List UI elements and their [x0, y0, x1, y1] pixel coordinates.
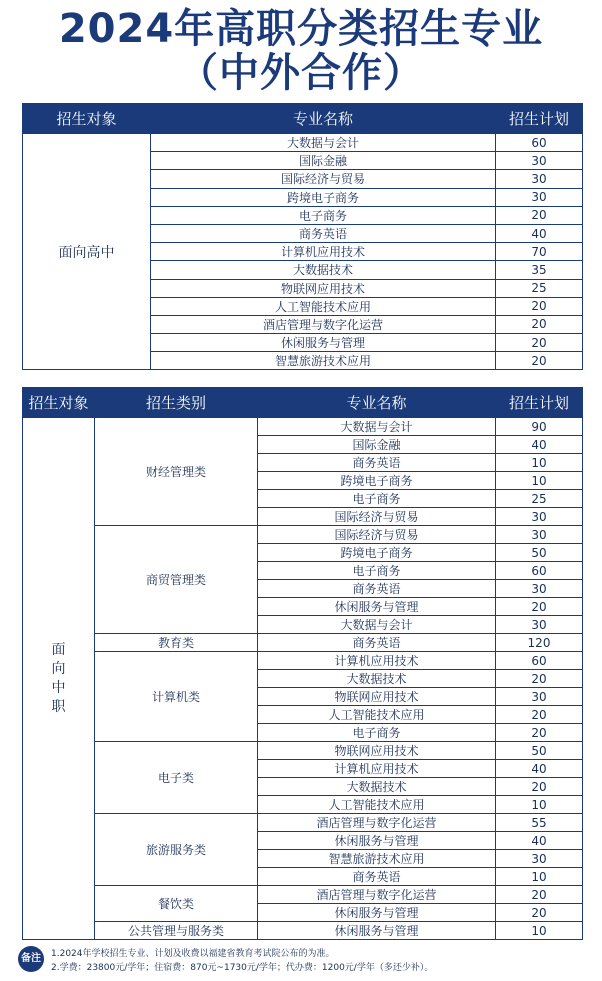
major-cell: 人工智能技术应用	[151, 297, 496, 315]
major-cell: 大数据与会计	[151, 134, 496, 152]
major-cell: 休闲服务与管理	[258, 832, 496, 850]
category-cell: 计算机类	[95, 652, 258, 742]
major-cell: 电子商务	[258, 724, 496, 742]
plan-cell: 20	[496, 670, 583, 688]
major-cell: 大数据技术	[151, 261, 496, 279]
category-cell: 餐饮类	[95, 886, 258, 922]
table-row	[23, 886, 583, 904]
plan-cell: 120	[496, 634, 583, 652]
plan-cell: 40	[496, 832, 583, 850]
plan-cell: 60	[496, 134, 583, 152]
major-cell: 国际金融	[151, 152, 496, 170]
major-cell: 人工智能技术应用	[258, 706, 496, 724]
plan-cell: 20	[496, 904, 583, 922]
plan-cell: 30	[496, 188, 583, 206]
plan-cell: 30	[496, 152, 583, 170]
header-plan: 招生计划	[496, 104, 583, 134]
plan-cell: 55	[496, 814, 583, 832]
major-cell: 商务英语	[258, 868, 496, 886]
plan-cell: 60	[496, 562, 583, 580]
plan-cell: 20	[496, 315, 583, 333]
major-cell: 人工智能技术应用	[258, 796, 496, 814]
major-cell: 智慧旅游技术应用	[258, 850, 496, 868]
major-cell: 跨境电子商务	[151, 188, 496, 206]
category-cell: 商贸管理类	[95, 526, 258, 634]
plan-cell: 10	[496, 922, 583, 940]
major-cell: 计算机应用技术	[258, 760, 496, 778]
high-school-table	[22, 103, 583, 370]
major-cell: 智慧旅游技术应用	[151, 352, 496, 370]
major-cell: 电子商务	[258, 490, 496, 508]
major-cell: 电子商务	[151, 206, 496, 224]
plan-cell: 20	[496, 778, 583, 796]
plan-cell: 20	[496, 297, 583, 315]
plan-cell: 30	[496, 616, 583, 634]
plan-cell: 10	[496, 472, 583, 490]
table-row	[23, 814, 583, 832]
plan-cell: 40	[496, 224, 583, 242]
major-cell: 国际金融	[258, 436, 496, 454]
major-cell: 休闲服务与管理	[258, 598, 496, 616]
header-major: 专业名称	[258, 388, 496, 418]
plan-cell: 60	[496, 652, 583, 670]
target-cell: 面向高中	[23, 134, 151, 370]
category-cell: 电子类	[95, 742, 258, 814]
plan-cell: 10	[496, 454, 583, 472]
header-category: 招生类别	[95, 388, 258, 418]
major-cell: 酒店管理与数字化运营	[151, 315, 496, 333]
major-cell: 商务英语	[258, 580, 496, 598]
target-cell: 面 向 中 职	[23, 418, 95, 940]
major-cell: 休闲服务与管理	[258, 904, 496, 922]
major-cell: 休闲服务与管理	[258, 922, 496, 940]
table-row	[23, 418, 583, 436]
plan-cell: 30	[496, 580, 583, 598]
table-row	[23, 134, 583, 152]
major-cell: 物联网应用技术	[151, 279, 496, 297]
plan-cell: 20	[496, 334, 583, 352]
major-cell: 计算机应用技术	[151, 243, 496, 261]
header-row	[23, 388, 583, 418]
plan-cell: 20	[496, 886, 583, 904]
plan-cell: 30	[496, 688, 583, 706]
header-plan: 招生计划	[496, 388, 583, 418]
plan-cell: 25	[496, 279, 583, 297]
major-cell: 商务英语	[258, 454, 496, 472]
major-cell: 大数据技术	[258, 778, 496, 796]
page-title: 2024年高职分类招生专业	[58, 6, 544, 52]
major-cell: 商务英语	[151, 224, 496, 242]
category-cell: 教育类	[95, 634, 258, 652]
notes	[18, 942, 588, 976]
major-cell: 大数据技术	[258, 670, 496, 688]
major-cell: 物联网应用技术	[258, 688, 496, 706]
major-cell: 跨境电子商务	[258, 472, 496, 490]
category-cell: 公共管理与服务类	[95, 922, 258, 940]
plan-cell: 50	[496, 544, 583, 562]
page-subtitle: （中外合作）	[178, 50, 424, 96]
major-cell: 大数据与会计	[258, 616, 496, 634]
header-row	[23, 104, 583, 134]
plan-cell: 70	[496, 243, 583, 261]
plan-cell: 20	[496, 352, 583, 370]
major-cell: 大数据与会计	[258, 418, 496, 436]
header-major: 专业名称	[151, 104, 496, 134]
vocational-school-table	[22, 387, 583, 940]
table-row	[23, 634, 583, 652]
plan-cell: 25	[496, 490, 583, 508]
major-cell: 跨境电子商务	[258, 544, 496, 562]
notes-badge: 备注	[18, 946, 44, 972]
plan-cell: 10	[496, 796, 583, 814]
major-cell: 国际经济与贸易	[151, 170, 496, 188]
plan-cell: 50	[496, 742, 583, 760]
plan-cell: 30	[496, 526, 583, 544]
major-cell: 国际经济与贸易	[258, 526, 496, 544]
major-cell: 计算机应用技术	[258, 652, 496, 670]
plan-cell: 30	[496, 850, 583, 868]
category-cell: 财经管理类	[95, 418, 258, 526]
plan-cell: 20	[496, 206, 583, 224]
plan-cell: 20	[496, 598, 583, 616]
header-target: 招生对象	[23, 104, 151, 134]
major-cell: 酒店管理与数字化运营	[258, 814, 496, 832]
plan-cell: 35	[496, 261, 583, 279]
category-cell: 旅游服务类	[95, 814, 258, 886]
plan-cell: 20	[496, 706, 583, 724]
table-row	[23, 742, 583, 760]
plan-cell: 40	[496, 760, 583, 778]
major-cell: 物联网应用技术	[258, 742, 496, 760]
note-line-1: 1.2024年学校招生专业、计划及收费以福建省教育考试院公布的为准。	[51, 949, 335, 959]
plan-cell: 20	[496, 724, 583, 742]
major-cell: 电子商务	[258, 562, 496, 580]
plan-cell: 90	[496, 418, 583, 436]
plan-cell: 30	[496, 170, 583, 188]
major-cell: 酒店管理与数字化运营	[258, 886, 496, 904]
table-row	[23, 922, 583, 940]
plan-cell: 40	[496, 436, 583, 454]
plan-cell: 30	[496, 508, 583, 526]
header-target: 招生对象	[23, 388, 95, 418]
major-cell: 商务英语	[258, 634, 496, 652]
table-row	[23, 526, 583, 544]
major-cell: 国际经济与贸易	[258, 508, 496, 526]
plan-cell: 10	[496, 868, 583, 886]
note-line-2: 2.学费：23800元/学年；住宿费：870元~1730元/学年；代办费：1200元/学年（多还少补）。	[51, 963, 434, 973]
major-cell: 休闲服务与管理	[151, 334, 496, 352]
table-row	[23, 652, 583, 670]
